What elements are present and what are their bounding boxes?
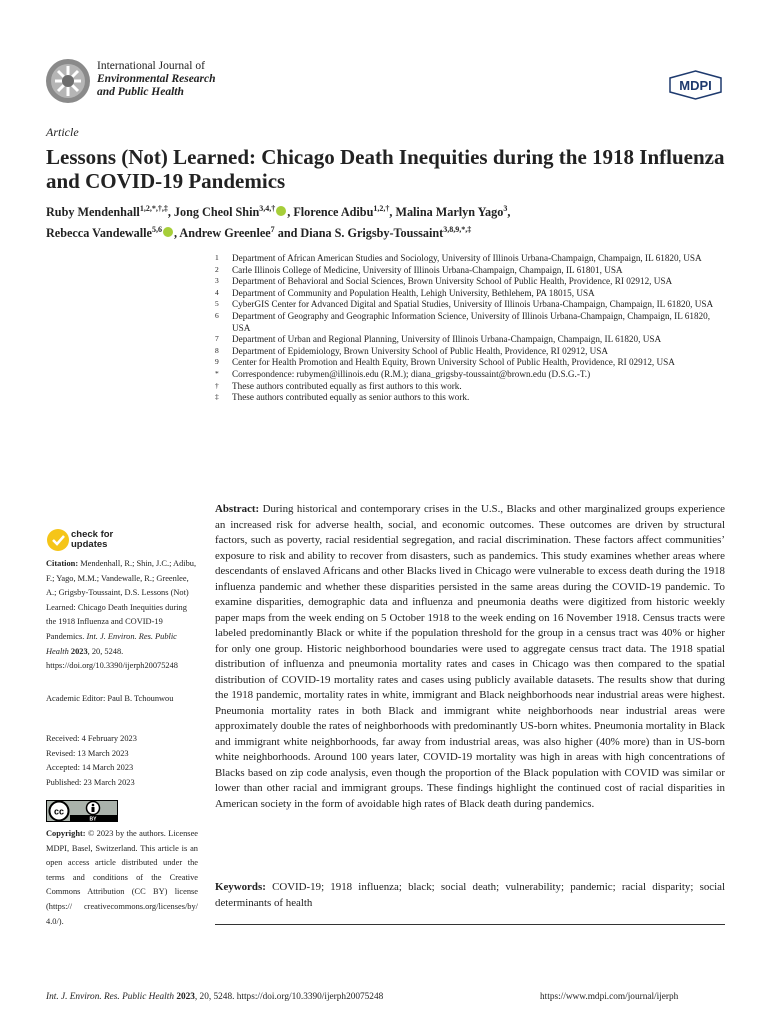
author-affiliation-marks: 3 [503,204,508,213]
journal-name-line3: and Public Health [97,86,184,98]
citation-block [46,557,198,674]
citation-text: Mendenhall, R.; Shin, J.C.; Adibu, F.; Yago, M.M.; Vandewalle, R.; Greenlee, A.; Grigsby-Toussaint, D.S. Lessons (Not) Learned: Chicago Death Inequities during the 1918 Influenza and COVID-19 Pandemics. [46,559,197,641]
affiliation-item [215,357,725,369]
publication-dates [46,732,198,790]
check-updates-label [71,530,113,549]
footer-rest: , 20, 5248. https://doi.org/10.3390/ijerph20075248 [194,992,384,1002]
check-updates-icon [46,528,70,552]
footer-citation [46,992,383,1002]
affiliation-number: 2 [215,264,219,274]
citation-journal: Int. J. Environ. Res. Public Health [46,631,177,656]
affiliation-text: Department of African American Studies and Sociology, University of Illinois Urbana-Champaign, Champaign, IL 61820, USA [232,253,702,263]
article-type: Article [46,125,79,139]
check-updates-line2: updates [71,538,108,550]
mdpi-logo-icon [668,70,723,100]
affiliation-item [215,369,725,381]
affiliation-text: These authors contributed equally as senior authors to this work. [232,392,470,403]
date-received: Received: 4 February 2023 [46,734,137,743]
affiliation-item [215,253,725,265]
affiliation-text: Carle Illinois College of Medicine, University of Illinois Urbana-Champaign, Champaign, IL 61801, USA [232,264,623,275]
affiliation-number: 1 [215,253,219,262]
check-updates-line1: check for [71,529,114,540]
citation-year: 2023 [70,646,88,656]
author-list: Ruby Mendenhall$^{1,2,*,\dagger,\ddagger}$, Jong Cheol Shin$^{3,4,\dagger}$ , Florence Adibu$^{1,2,\dagger}$, Malina Marlyn Yago$^3$, Rebecca Vandewalle$^{5,6}$ , Andrew Greenlee$^7$ and Diana S. Grigsby-Toussaint$^{3,8,9,*,\ddagger}$ [46,204,511,241]
author-name: Diana S. Grigsby-Toussaint [300,226,444,241]
date-accepted: Accepted: 14 March 2023 [46,763,134,773]
journal-name [97,60,216,99]
affiliation-number: 8 [215,345,219,355]
affiliation-list [215,253,725,404]
affiliation-item [215,276,725,288]
affiliation-item [215,392,725,404]
cc-by-license-icon[interactable] [46,800,118,822]
footer-journal-link[interactable]: https://www.mdpi.com/journal/ijerph [540,992,679,1002]
author-name: Jong Cheol Shin [173,205,260,220]
affiliation-number: † [215,380,219,390]
author-name: Andrew Greenlee [179,226,271,241]
abstract [215,502,725,812]
check-for-updates-button[interactable] [46,528,136,552]
author-affiliation-marks: 5,6 [151,225,162,235]
copyright-text: © 2023 by the authors. Licensee MDPI, Basel, Switzerland. This article is an open access article distributed under the terms and conditions of the Creative Commons Attribution (CC BY) license (https:// creativecommons.org/licenses/by/ 4.0/). [46,829,198,926]
footer-year: 2023 [176,992,195,1002]
author-affiliation-marks: 7 [270,225,275,235]
svg-text:cc: cc [53,806,65,817]
affiliation-number: * [215,368,219,378]
affiliation-text: Department of Epidemiology, Brown University School of Public Health, Providence, RI 02912, USA [232,345,609,356]
affiliation-number: ‡ [215,392,219,402]
affiliation-number: 9 [215,357,219,367]
affiliation-number: 3 [215,276,219,286]
copyright-label: Copyright: [46,829,86,838]
page-title: Lessons (Not) Learned: Chicago Death Inequities during the 1918 Influenza and COVID-19 Pandemics [46,145,725,193]
affiliation-text: Center for Health Promotion and Health Equity, Brown University School of Public Health, Providence, RI 02912, USA [232,357,675,368]
affiliation-text: Department of Urban and Regional Planning, University of Illinois Urbana-Champaign, Champaign, IL 61820, USA [232,334,662,345]
journal-logo-icon [45,58,91,104]
abstract-label: Abstract: [215,503,260,515]
keywords-text: COVID-19; 1918 influenza; black; social death; vulnerability; pandemic; racial disparity; social determinants of health [215,881,725,909]
affiliation-item [215,288,725,300]
affiliation-item [215,265,725,277]
affiliation-item [215,381,725,393]
copyright-block [46,827,198,929]
affiliation-text: These authors contributed equally as first authors to this work. [232,380,462,391]
journal-name-line1: International Journal of [97,60,205,72]
affiliation-text: Department of Community and Population Health, Lehigh University, Bethlehem, PA 18015, USA [232,287,595,298]
date-published: Published: 23 March 2023 [46,777,135,787]
affiliation-item [215,311,725,334]
author-name: Florence Adibu [293,205,374,220]
cc-by-text: BY [89,816,97,822]
abstract-text: During historical and contemporary crises in the U.S., Blacks and other marginalized groups experience an increased risk for adverse health, social, and economic outcomes. These outcomes are driven by structural factors, such as poverty, racial residential segregation, and racial discrimination. These factors affect communities’ exposure to risk and ability to recover from disasters, such as pandemics. This study examines whether areas where descendants of enslaved Africans and other Blacks lived in Chicago were vulnerable to excess death during the 1918 influenza pandemic and whether these disparities persisted in the same areas during the COVID-19 pandemic. To examine disparities, demographic data and influenza and pneumonia deaths were digitized from historic weekly paper maps from the week ending on 5 October 1918 to the week ending on 16 November 1918. Census tracts were labeled predominantly Black or white if the population threshold for the group in a census tract was 40% or higher for only one group. Historic neighborhood boundaries were used to aggregate census tract data. The 1918 spatial distribution of influenza and pneumonia mortality rates and cases in Chicago was then compared to the spatial distribution of COVID-19 mortality rates and cases using publicly available datasets. The results show that during the 1918 pandemic, mortality rates in white, immigrant and Black neighborhoods near industrial areas were highest. Pneumonia mortality rates in both Black and immigrant white neighborhoods near industrial areas were approximately double the rates of neighborhoods with predominantly US-born whites. Pneumonia mortality in Black and immigrant white neighborhoods, far away from industrial areas, was also higher (40% more) than in US-born white neighborhoods. Around 100 years later, COVID-19 mortality was high in areas with high concentrations of Blacks based on zip code analysis, even though the proportion of the Black population with COVID was similar or lower than other racial and immigrant groups. These findings highlight the continued cost of racial disparities in American society in the form of avoidable high rates of Black death during pandemics. [215,503,725,810]
keywords-divider [215,924,725,925]
footer-journal: Int. J. Environ. Res. Public Health [46,992,174,1002]
academic-editor [46,692,198,707]
affiliation-text: CyberGIS Center for Advanced Digital and Spatial Studies, University of Illinois Urbana-Champaign, Champaign, IL 61820, USA [232,299,714,310]
journal-name-line2: Environmental Research [97,73,216,85]
affiliation-number: 5 [215,299,219,309]
affiliation-text: Department of Behavioral and Social Sciences, Brown University School of Public Health, Providence, RI 02912, USA [232,276,673,287]
publisher-name: MDPI [679,78,712,93]
editor-name: Paul B. Tchounwou [107,694,174,703]
author-name: Rebecca Vandewalle [46,226,152,241]
affiliation-number: 4 [215,287,219,297]
author-affiliation-marks: 3,8,9,*,‡ [443,225,472,235]
keywords [215,880,725,911]
author-affiliation-marks: 3,4,† [259,204,276,213]
author-name: Ruby Mendenhall [46,205,140,220]
orcid-icon[interactable] [276,206,286,216]
author-affiliation-marks: 1,2,*,†,‡ [139,204,168,213]
editor-label: Academic Editor: [46,694,106,703]
date-revised: Revised: 13 March 2023 [46,748,129,758]
affiliation-item [215,334,725,346]
affiliation-number: 7 [215,334,219,344]
affiliation-item [215,346,725,358]
keywords-label: Keywords: [215,881,266,893]
affiliation-number: 6 [215,310,219,320]
orcid-icon[interactable] [163,227,173,237]
citation-label: Citation: [46,559,79,568]
author-affiliation-marks: 1,2,† [373,204,390,213]
affiliation-item [215,299,725,311]
citation-rest: , 20, 5248. https://doi.org/10.3390/ijerph20075248 [46,646,178,671]
author-name: Malina Marlyn Yago [395,205,504,220]
affiliation-text: Correspondence: rubymen@illinois.edu (R.M.); diana_grigsby-toussaint@brown.edu (D.S.G.-T.) [232,368,591,379]
affiliation-text: Department of Geography and Geographic Information Science, University of Illinois Urbana-Champaign, Champaign, IL 61820, USA [232,310,711,333]
